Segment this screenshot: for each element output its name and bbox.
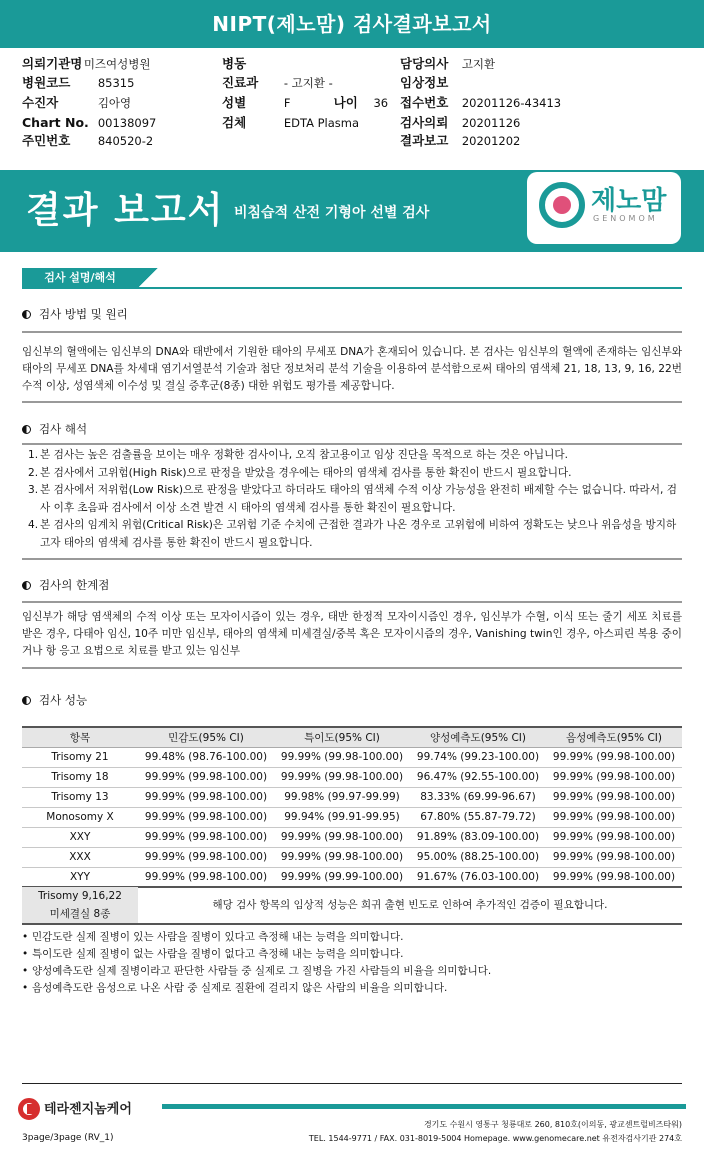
info-sex: 성별 F 나이 36 xyxy=(222,95,389,110)
table-row: XYY 99.99% (99.98-100.00) 99.99% (99.99-100.00) 91.67% (76.03-100.00) 99.99% (99.98-100.00) xyxy=(22,867,682,887)
method-text: 임신부의 혈액에는 임신부의 DNA와 태반에서 기원한 태아의 무세포 DNA가 혼재되어 있습니다. 본 검사는 임신부의 혈액에 존재하는 임신부와 태아의 무세포 DNA를 차세대 염기서열분석 기술과 첨단 정보처리 분석 기술을 이용하여 분석함으로써 태아의 염색체 21, 18, 13, 9, 16, 22번 수적 이상, 성염색체 이수성 및 결실 증후군(8종) 대한 위험도 평가를 제공합니다. xyxy=(22,346,682,392)
info-report-date: 결과보고 20201202 xyxy=(400,133,521,148)
info-specimen: 검체 EDTA Plasma xyxy=(222,115,360,130)
half-circle-icon xyxy=(22,581,31,590)
info-age-label: 나이 xyxy=(333,95,358,110)
half-circle-icon xyxy=(22,696,31,705)
info-chart-no: Chart No. 00138097 xyxy=(22,115,157,130)
extra-items-row xyxy=(22,887,682,923)
list-item: • 음성예측도란 음성으로 나온 사람 중 실제로 질환에 걸리지 않은 사람의 비율을 의미합니다. xyxy=(22,982,448,994)
info-age-value: 36 xyxy=(373,96,389,110)
section-tab-bar xyxy=(22,268,682,289)
info-receipt-no: 접수번호 20201126-43413 xyxy=(400,95,562,110)
report-title: NIPT(제노맘) 검사결과보고서 xyxy=(0,0,704,48)
table-row: Trisomy 21 99.48% (98.76-100.00) 99.99% (99.98-100.00) 99.74% (99.23-100.00) 99.99% (99.98-100.00) xyxy=(22,747,682,767)
logo-sub: GENOMOM xyxy=(593,214,658,223)
list-item: 1. 본 검사는 높은 검출률을 보이는 매우 정확한 검사이나, 오직 참고용이고 임상 진단을 목적으로 하는 것은 아닙니다. xyxy=(28,449,568,461)
list-item: 4. 본 검사의 임계치 위험(Critical Risk)은 고위험 기준 수치에 근접한 결과가 나온 경우로 고위험에 비하여 정확도는 낮으나 위음성을 방지하고자 태아의 염색체 검사를 통한 확진이 반드시 필요합니다. xyxy=(28,519,677,549)
extra-items-note: 해당 검사 항목의 임상적 성능은 희귀 출현 빈도로 인하여 추가적인 검증이 필요합니다. xyxy=(212,899,608,911)
col-ppv: 양성예측도(95% CI) xyxy=(410,727,546,747)
logo-name: 제노맘 xyxy=(591,186,667,216)
genomom-logo-icon xyxy=(539,182,585,228)
company-name: 테라젠지놈케어 xyxy=(44,1102,132,1117)
info-patient-name: 수진자 김아영 xyxy=(22,95,132,110)
table-row: Trisomy 13 99.99% (99.98-100.00) 99.98% (99.97-99.99) 83.33% (69.99-96.67) 99.99% (99.98-100.00) xyxy=(22,787,682,807)
banner-subtitle: 비침습적 산전 기형아 선별 검사 xyxy=(234,205,430,221)
col-sensitivity: 민감도(95% CI) xyxy=(138,727,274,747)
info-ward: 병동 xyxy=(222,56,247,71)
table-row: XXX 99.99% (99.98-100.00) 99.99% (99.98-100.00) 95.00% (88.25-100.00) 99.99% (99.98-100.00) xyxy=(22,847,682,867)
col-specificity: 특이도(95% CI) xyxy=(274,727,410,747)
info-clinical: 임상정보 xyxy=(400,75,449,90)
interpretation-heading: 검사 해석 xyxy=(22,421,682,437)
company-address: 경기도 수원시 영통구 청룡대로 260, 810호(이의동, 광교센트럴비즈타워) TEL. 1544-9771 / FAX. 031-8019-5004 Homepage. www.genomecare.net 유전자검사기관 274호 xyxy=(308,1120,682,1143)
interpretation-list xyxy=(28,447,678,552)
table-header-row xyxy=(22,727,682,747)
info-resident-no: 주민번호 840520-2 xyxy=(22,133,154,148)
half-circle-icon xyxy=(22,425,31,434)
limits-heading: 검사의 한계점 xyxy=(22,577,682,593)
col-item: 항목 xyxy=(22,727,138,747)
info-doctor: 담당의사 고지환 xyxy=(400,56,496,71)
list-item: • 양성예측도란 실제 질병이라고 판단한 사람들 중 실제로 그 질병을 가진 사람들의 비율을 의미합니다. xyxy=(22,965,492,977)
limits-text: 임신부가 해당 염색체의 수적 이상 또는 모자이시즘이 있는 경우, 태반 한정적 모자이시즘인 경우, 임신부가 수혈, 이식 또는 줄기 세포 치료를 받은 경우, 다태아 임신, 10주 미만 임신부, 태아의 염색체 미세결실/중복 혹은 모자이시즘의 경우, Vanishing twin인 경우, 아스피린 복용 중이거나 항 응고 요법으로 치료를 받고 있는 임신부 xyxy=(22,611,682,657)
col-npv: 음성예측도(95% CI) xyxy=(546,727,682,747)
list-item: • 특이도란 실제 질병이 없는 사람을 질병이 없다고 측정해 내는 능력을 의미합니다. xyxy=(22,948,404,960)
list-item: • 민감도란 실제 질병이 있는 사람을 질병이 있다고 측정해 내는 능력을 의미합니다. xyxy=(22,931,404,943)
page-number: 3page/3page (RV_1) xyxy=(22,1133,114,1143)
table-row: Monosomy X 99.99% (99.98-100.00) 99.94% (99.91-99.95) 67.80% (55.87-79.72) 99.99% (99.98-100.00) xyxy=(22,807,682,827)
info-hospital-code: 병원코드 85315 xyxy=(22,75,135,90)
result-banner xyxy=(0,170,704,252)
section-tab: 검사 설명/해석 xyxy=(22,268,138,288)
table-row: XXY 99.99% (99.98-100.00) 99.99% (99.98-100.00) 91.89% (83.09-100.00) 99.99% (99.98-100.00) xyxy=(22,827,682,847)
table-row: Trisomy 18 99.99% (99.98-100.00) 99.99% (99.98-100.00) 96.47% (92.55-100.00) 99.99% (99.98-100.00) xyxy=(22,767,682,787)
definition-notes xyxy=(22,929,682,997)
extra-items-label: Trisomy 9,16,22 미세결실 8종 xyxy=(22,887,138,923)
info-request-date: 검사의뢰 20201126 xyxy=(400,115,521,130)
genomom-logo xyxy=(527,172,681,244)
method-heading: 검사 방법 및 원리 xyxy=(22,306,682,322)
info-institution: 의뢰기관명 미즈여성병원 xyxy=(22,56,151,71)
list-item: 3. 본 검사에서 저위험(Low Risk)으로 판정을 받았다고 하더라도 태아의 염색체 수적 이상 가능성을 완전히 배제할 수는 없습니다. 따라서, 검사 이후 초음파 검사에서 이상 소견 발견 시 태아의 염색체 검사를 통한 확진이 필요합니다. xyxy=(28,484,677,514)
list-item: 2. 본 검사에서 고위험(High Risk)으로 판정을 받았을 경우에는 태아의 염색체 검사를 통한 확진이 반드시 필요합니다. xyxy=(28,466,572,479)
info-department: 진료과 - 고지환 - xyxy=(222,75,333,90)
performance-heading: 검사 성능 xyxy=(22,692,682,708)
banner-title: 결과 보고서 xyxy=(26,190,225,231)
performance-table xyxy=(22,726,682,888)
half-circle-icon xyxy=(22,310,31,319)
